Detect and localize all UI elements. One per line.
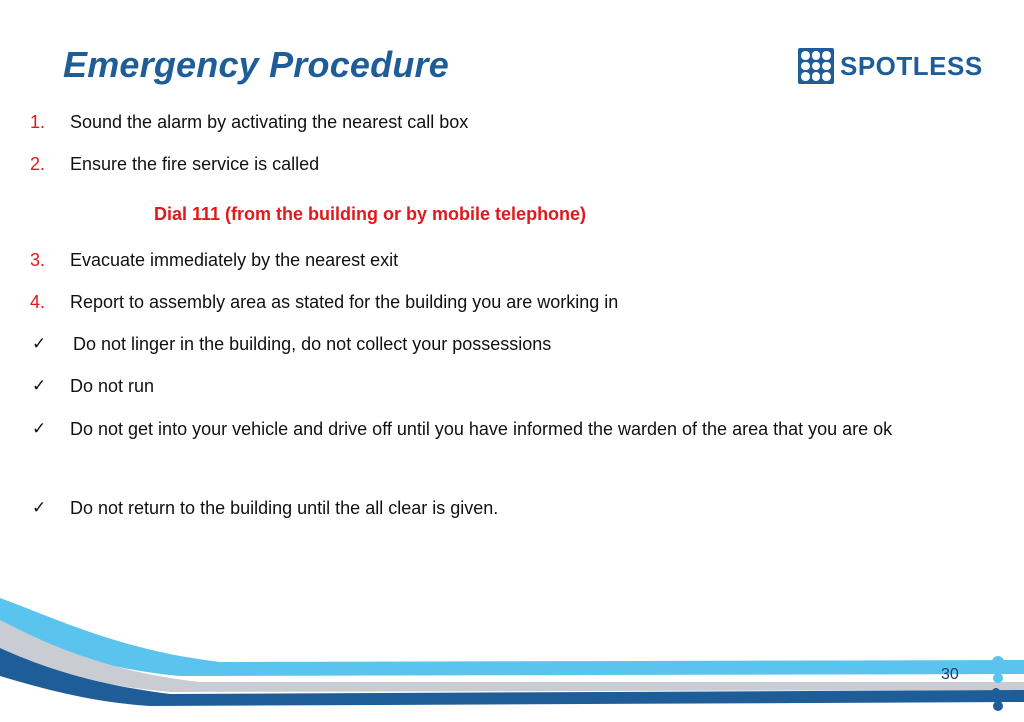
item-number: 2. bbox=[30, 154, 46, 174]
spotless-logo bbox=[798, 47, 983, 85]
check-text: Do not get into your vehicle and drive off until you have informed the warden of the area that you are ok bbox=[70, 419, 893, 439]
item-number: 1. bbox=[30, 112, 46, 132]
footer-swoosh bbox=[0, 590, 1024, 722]
dial-note: Dial 111 (from the building or by mobile telephone) bbox=[154, 204, 587, 224]
item-number: 4. bbox=[30, 292, 46, 312]
checkmark-icon: ✓ bbox=[32, 334, 47, 353]
page-title: Emergency Procedure bbox=[63, 44, 449, 85]
item-text: Ensure the fire service is called bbox=[70, 154, 320, 174]
checkmark-icon: ✓ bbox=[32, 498, 47, 517]
logo-dot-grid-icon bbox=[798, 48, 834, 84]
logo-text: SPOTLESS bbox=[840, 50, 983, 81]
page-number: 30 bbox=[941, 666, 959, 683]
check-text: Do not run bbox=[70, 376, 155, 396]
check-text: Do not return to the building until the all clear is given. bbox=[70, 498, 499, 518]
item-text: Report to assembly area as stated for the building you are working in bbox=[70, 292, 619, 312]
item-text: Evacuate immediately by the nearest exit bbox=[70, 250, 399, 270]
item-number: 3. bbox=[30, 250, 46, 270]
checkmark-icon: ✓ bbox=[32, 419, 47, 438]
item-text: Sound the alarm by activating the nearest call box bbox=[70, 112, 469, 132]
checkmark-icon: ✓ bbox=[32, 376, 47, 395]
check-text: Do not linger in the building, do not collect your possessions bbox=[73, 334, 552, 354]
